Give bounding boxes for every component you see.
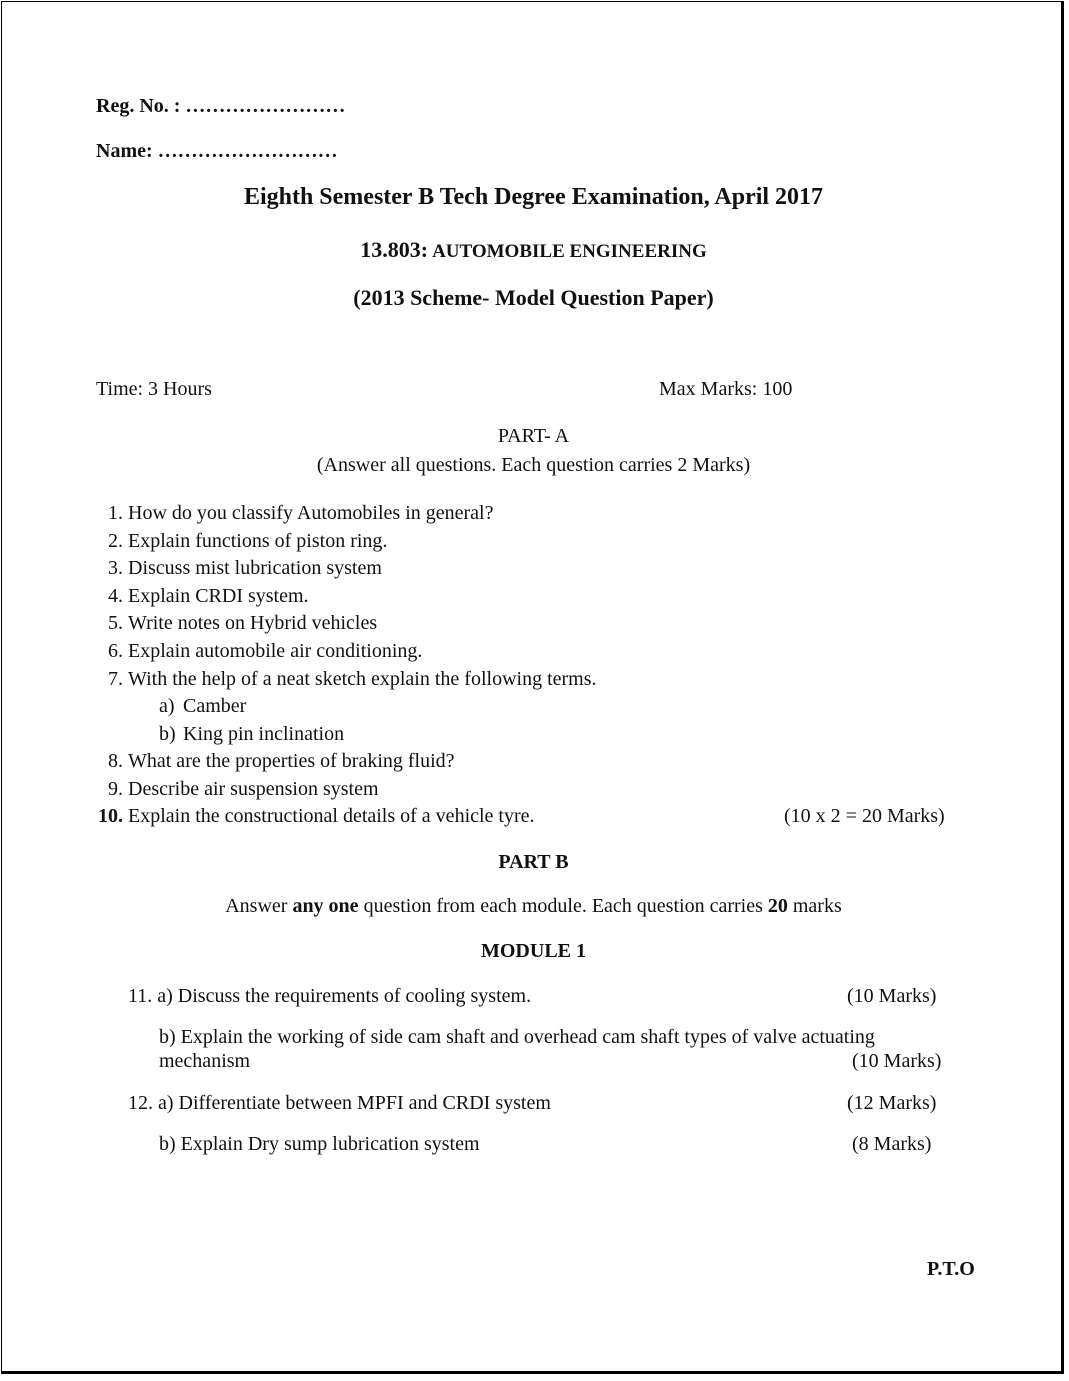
sub-question-item xyxy=(159,695,246,718)
part-a-heading: PART- A xyxy=(497,425,570,447)
question-12a-marks: (12 Marks) xyxy=(847,1092,937,1114)
sub-question-letter: b) xyxy=(159,723,176,745)
instruction-text: question from each module. Each question carries xyxy=(358,895,768,917)
sub-question-text: Camber xyxy=(183,695,247,717)
question-12b-marks: (8 Marks) xyxy=(852,1133,932,1155)
name-field: Name: ……………………… xyxy=(96,140,338,162)
question-text: Write notes on Hybrid vehicles xyxy=(128,612,378,634)
question-text: Explain CRDI system. xyxy=(128,585,309,607)
question-item xyxy=(95,502,494,525)
sub-question-letter: a) xyxy=(159,695,175,717)
course-name: AUTOMOBILE ENGINEERING xyxy=(432,241,707,262)
question-text: Explain functions of piston ring. xyxy=(128,530,388,552)
question-text: Describe air suspension system xyxy=(128,778,379,800)
question-11a: 11. a) Discuss the requirements of cooling system. xyxy=(128,985,532,1007)
question-item xyxy=(95,557,382,580)
time-label: Time: 3 Hours xyxy=(96,378,212,400)
question-number: 8. xyxy=(108,750,123,772)
question-text: Explain the constructional details of a vehicle tyre. xyxy=(128,805,535,827)
sub-question-item xyxy=(159,723,344,746)
course-code: 13.803: xyxy=(360,237,429,262)
max-marks-label: Max Marks: 100 xyxy=(659,378,793,400)
question-12a: 12. a) Differentiate between MPFI and CRDI system xyxy=(128,1092,551,1114)
course-title xyxy=(2,237,1065,263)
question-item xyxy=(95,805,535,828)
question-item xyxy=(95,668,597,691)
question-item xyxy=(95,750,455,773)
question-11a-marks: (10 Marks) xyxy=(847,985,937,1007)
question-item xyxy=(95,612,377,635)
question-number: 4. xyxy=(108,585,123,607)
part-b-instruction xyxy=(2,895,1065,918)
instruction-emphasis: any one xyxy=(292,895,359,917)
instruction-text: Answer xyxy=(225,895,293,917)
question-item xyxy=(95,585,309,608)
question-11b: b) Explain the working of side cam shaft and overhead cam shaft types of valve actuating xyxy=(159,1026,875,1048)
question-number: 3. xyxy=(108,557,123,579)
exam-title: Eighth Semester B Tech Degree Examination, April 2017 xyxy=(243,184,824,210)
question-number: 5. xyxy=(108,612,123,634)
question-item xyxy=(95,640,422,663)
part-a-total-marks: (10 x 2 = 20 Marks) xyxy=(784,805,945,827)
reg-no-field: Reg. No. : …………………… xyxy=(96,95,346,117)
question-number: 7. xyxy=(108,668,123,690)
question-item xyxy=(95,530,387,553)
question-number: 2. xyxy=(108,530,123,552)
question-paper-page xyxy=(1,1,1064,1374)
part-b-heading: PART B xyxy=(498,851,569,873)
question-text: How do you classify Automobiles in general? xyxy=(128,502,494,524)
question-text: With the help of a neat sketch explain the following terms. xyxy=(128,668,597,690)
question-text: Discuss mist lubrication system xyxy=(128,557,382,579)
instruction-emphasis: 20 xyxy=(767,895,788,917)
question-12b: b) Explain Dry sump lubrication system xyxy=(159,1133,480,1155)
question-11b-continued: mechanism xyxy=(159,1050,251,1072)
question-item xyxy=(95,778,379,801)
pto-label: P.T.O xyxy=(927,1258,975,1280)
scheme-subtitle: (2013 Scheme- Model Question Paper) xyxy=(353,285,714,310)
question-number: 6. xyxy=(108,640,123,662)
sub-question-text: King pin inclination xyxy=(183,723,345,745)
module-1-heading: MODULE 1 xyxy=(481,940,586,962)
question-number: 1. xyxy=(108,502,123,524)
question-number: 10. xyxy=(98,805,123,827)
question-text: Explain automobile air conditioning. xyxy=(128,640,423,662)
instruction-text: marks xyxy=(787,895,842,917)
question-number: 9. xyxy=(108,778,123,800)
question-text: What are the properties of braking fluid? xyxy=(128,750,455,772)
part-a-instruction: (Answer all questions. Each question carries 2 Marks) xyxy=(316,454,751,476)
question-11b-marks: (10 Marks) xyxy=(852,1050,942,1072)
